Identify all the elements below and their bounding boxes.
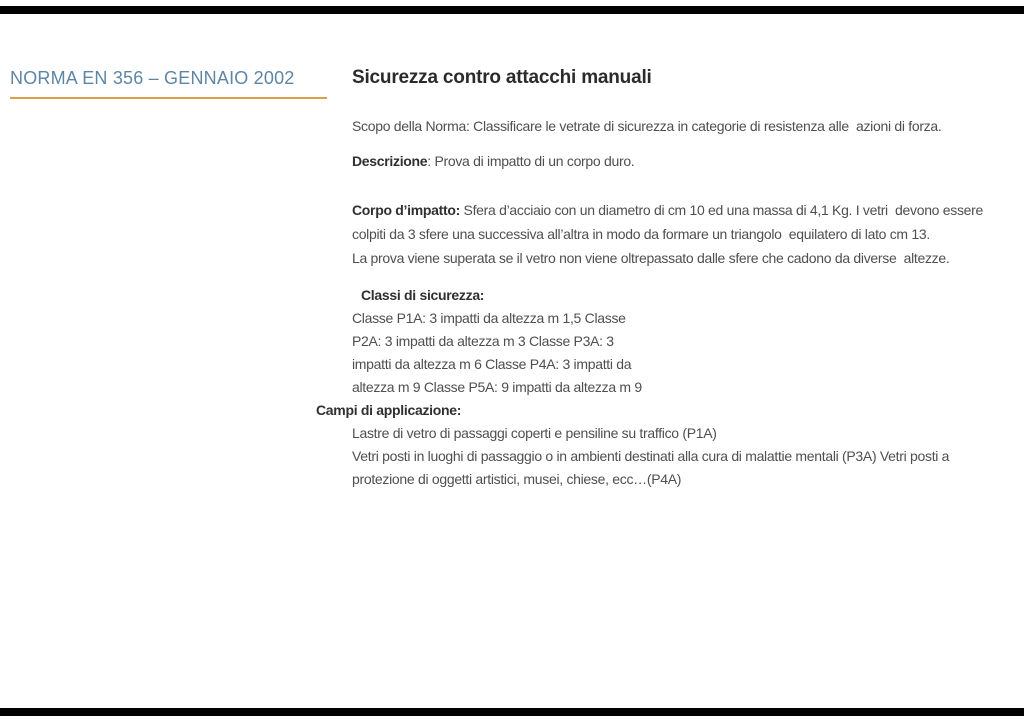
- descrizione-label: Descrizione: [352, 153, 428, 169]
- campi-applicazione-label: Campi di applicazione:: [316, 402, 462, 418]
- corpo-impatto-label: Corpo d’impatto:: [352, 202, 460, 218]
- descrizione-paragraph: [352, 150, 634, 173]
- corpo-impatto-paragraph: [352, 198, 983, 270]
- campi-applicazione-list: [352, 422, 949, 491]
- bottom-border-rule: [0, 708, 1024, 716]
- campi-line-1: Lastre di vetro di passaggi coperti e pensiline su traffico (P1A): [352, 425, 717, 441]
- campi-line-2: Vetri posti in luoghi di passaggio o in ambienti destinati alla cura di malattie mentali (P3A) Vetri posti a: [352, 448, 950, 464]
- classe-line-1: Classe P1A: 3 impatti da altezza m 1,5 Classe: [352, 310, 626, 326]
- classe-line-4: altezza m 9 Classe P5A: 9 impatti da altezza m 9: [352, 379, 642, 395]
- campi-line-3: protezione di oggetti artistici, musei, chiese, ecc…(P4A): [352, 471, 682, 487]
- top-border-rule: [0, 6, 1024, 14]
- norma-title: NORMA EN 356 – GENNAIO 2002: [10, 68, 295, 88]
- classi-sicurezza-label: Classi di sicurezza:: [361, 287, 485, 303]
- classe-line-3: impatti da altezza m 6 Classe P4A: 3 impatti da: [352, 356, 632, 372]
- corpo-line-1-text: Sfera d’acciaio con un diametro di cm 10 ed una massa di 4,1 Kg. I vetri devono essere: [459, 202, 983, 218]
- norma-title-underline: [10, 97, 327, 99]
- classe-line-2: P2A: 3 impatti da altezza m 3 Classe P3A: 3: [352, 333, 614, 349]
- descrizione-text: : Prova di impatto di un corpo duro.: [427, 153, 635, 169]
- corpo-line-2: colpiti da 3 sfere una successiva all’altra in modo da formare un triangolo equilatero di lato cm 13.: [352, 226, 930, 242]
- scopo-paragraph: Scopo della Norma: Classificare le vetrate di sicurezza in categorie di resistenza alle azioni di forza.: [352, 118, 942, 134]
- corpo-line-3: La prova viene superata se il vetro non viene oltrepassato dalle sfere che cadono da diverse altezze.: [352, 250, 950, 266]
- page-title: Sicurezza contro attacchi manuali: [352, 67, 652, 88]
- corpo-line-1: [352, 198, 983, 222]
- classi-sicurezza-list: [352, 307, 642, 399]
